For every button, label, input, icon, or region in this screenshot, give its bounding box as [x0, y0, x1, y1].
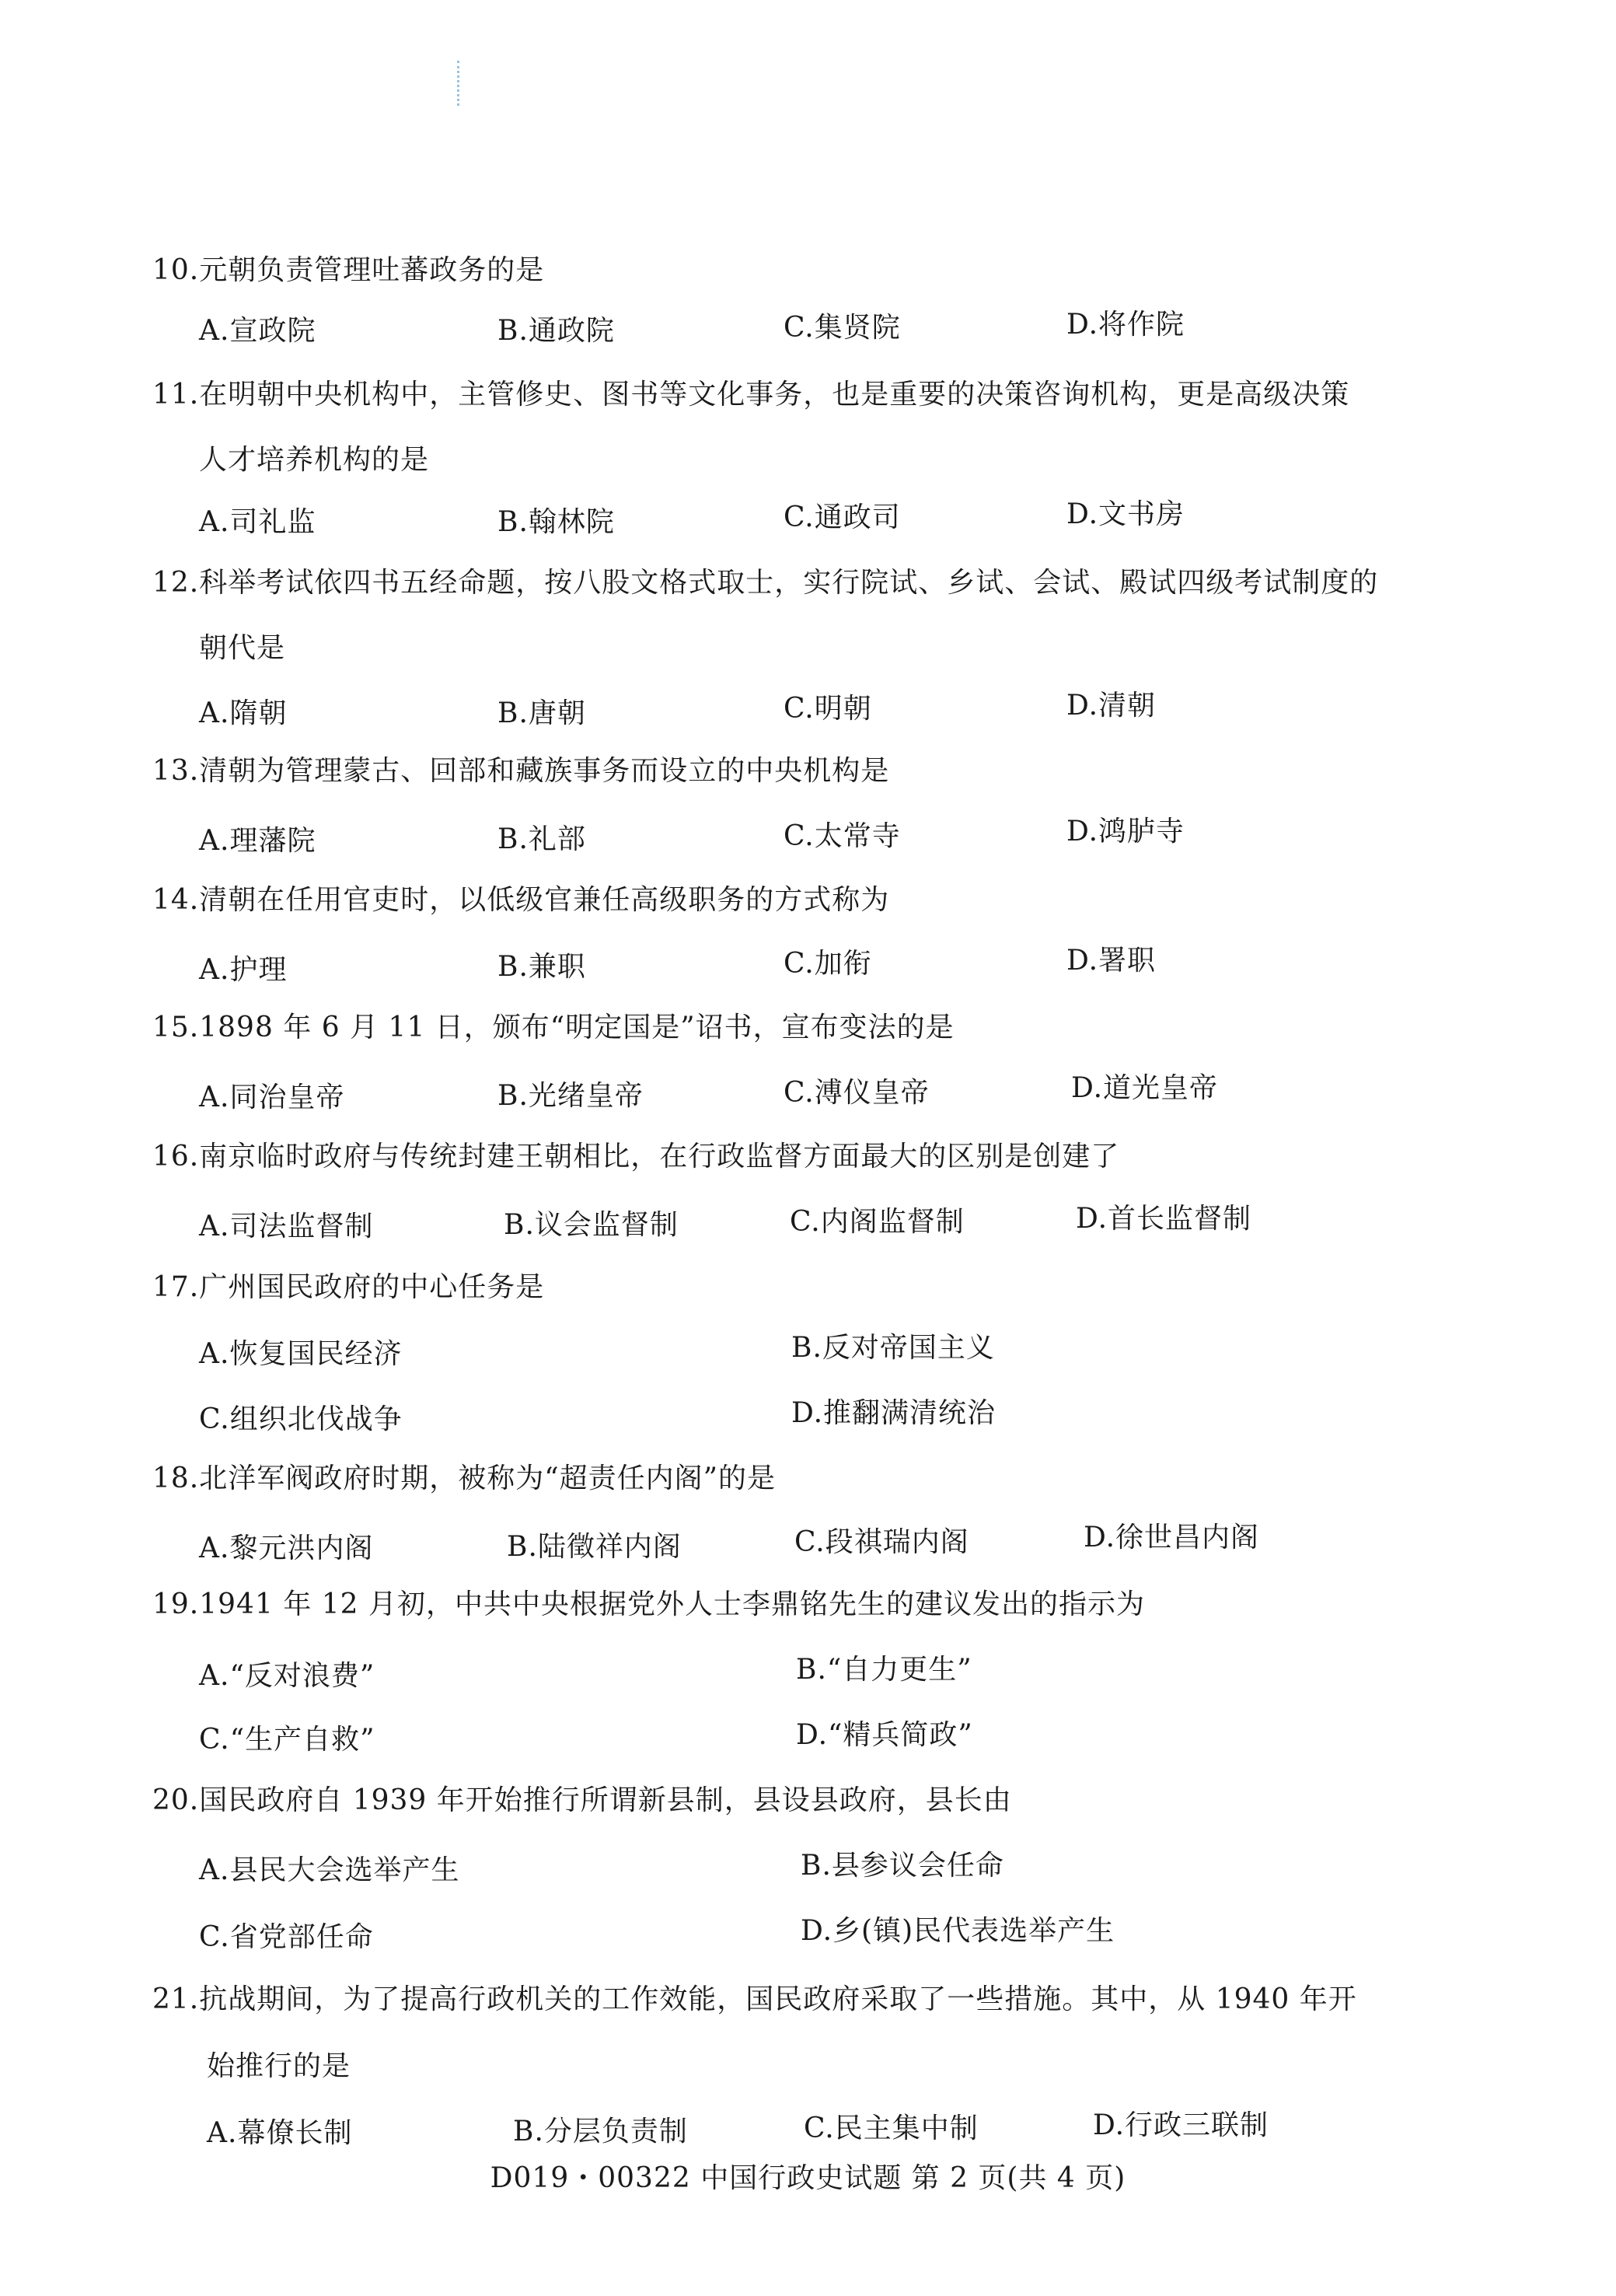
- q12-option-a: A.隋朝: [199, 697, 288, 729]
- q11-option-c: C.通政司: [784, 501, 901, 533]
- q14-option-d: D.署职: [1066, 945, 1157, 977]
- q10-option-c: C.集贤院: [784, 312, 901, 344]
- q20-option-a: A.县民大会选举产生: [199, 1854, 460, 1886]
- q11-stem-line2: 人才培养机构的是: [199, 444, 430, 476]
- q21-option-d: D.行政三联制: [1093, 2109, 1269, 2141]
- q11-option-d: D.文书房: [1066, 498, 1185, 530]
- q10-option-a: A.宣政院: [199, 315, 316, 347]
- q10-option-d: D.将作院: [1066, 309, 1185, 341]
- q18-option-c: C.段祺瑞内阁: [794, 1526, 969, 1558]
- q15-option-c: C.溥仪皇帝: [784, 1077, 930, 1109]
- q17-option-d: D.推翻满清统治: [791, 1397, 996, 1429]
- q18-option-d: D.徐世昌内阁: [1084, 1522, 1260, 1553]
- q15-option-d: D.道光皇帝: [1071, 1072, 1219, 1104]
- q17-option-c: C.组织北伐战争: [199, 1403, 403, 1435]
- q15-stem: 15.1898 年 6 月 11 日，颁布“明定国是”诏书，宣布变法的是: [152, 1012, 955, 1043]
- q19-stem: 19.1941 年 12 月初，中共中央根据党外人士李鼎铭先生的建议发出的指示为: [152, 1588, 1146, 1620]
- scan-mark: [457, 61, 467, 106]
- q20-stem: 20.国民政府自 1939 年开始推行所谓新县制，县设县政府，县长由: [152, 1784, 1012, 1816]
- q15-option-b: B.光绪皇帝: [497, 1080, 644, 1112]
- q21-option-a: A.幕僚长制: [207, 2117, 353, 2149]
- q12-option-c: C.明朝: [784, 693, 872, 725]
- q21-option-b: B.分层负责制: [513, 2116, 688, 2147]
- q10-option-b: B.通政院: [497, 315, 615, 347]
- q16-option-c: C.内阁监督制: [790, 1206, 965, 1238]
- q21-option-c: C.民主集中制: [804, 2113, 979, 2144]
- q13-option-b: B.礼部: [497, 823, 586, 855]
- q14-option-b: B.兼职: [497, 951, 586, 983]
- q14-stem: 14.清朝在任用官吏时，以低级官兼任高级职务的方式称为: [152, 884, 890, 916]
- q17-stem: 17.广州国民政府的中心任务是: [152, 1271, 545, 1303]
- q13-stem: 13.清朝为管理蒙古、回部和藏族事务而设立的中央机构是: [152, 755, 890, 787]
- q12-stem-line1: 12.科举考试依四书五经命题，按八股文格式取士，实行院试、乡试、会试、殿试四级考试制度的: [152, 567, 1379, 599]
- q12-option-d: D.清朝: [1066, 690, 1157, 722]
- q19-option-b: B.“自力更生”: [796, 1654, 972, 1686]
- q19-option-d: D.“精兵简政”: [796, 1719, 973, 1751]
- q20-option-d: D.乡(镇)民代表选举产生: [801, 1915, 1115, 1947]
- q21-stem-line2: 始推行的是: [207, 2050, 351, 2082]
- page-footer: D019・00322 中国行政史试题 第 2 页(共 4 页): [490, 2162, 1126, 2194]
- q11-option-b: B.翰林院: [497, 506, 615, 538]
- q20-option-c: C.省党部任命: [199, 1921, 374, 1953]
- q18-option-b: B.陆徵祥内阁: [507, 1531, 682, 1563]
- q16-option-a: A.司法监督制: [199, 1211, 374, 1242]
- q19-option-c: C.“生产自救”: [199, 1724, 375, 1756]
- q16-stem: 16.南京临时政府与传统封建王朝相比，在行政监督方面最大的区别是创建了: [152, 1141, 1120, 1172]
- q18-stem: 18.北洋军阀政府时期，被称为“超责任内阁”的是: [152, 1463, 777, 1494]
- q17-option-b: B.反对帝国主义: [791, 1332, 995, 1364]
- q12-stem-line2: 朝代是: [199, 632, 286, 664]
- q17-option-a: A.恢复国民经济: [199, 1338, 403, 1370]
- q12-option-b: B.唐朝: [497, 697, 586, 729]
- q11-option-a: A.司礼监: [199, 506, 316, 538]
- q13-option-a: A.理藩院: [199, 825, 316, 857]
- q20-option-b: B.县参议会任命: [801, 1850, 1004, 1882]
- q21-stem-line1: 21.抗战期间，为了提高行政机关的工作效能，国民政府采取了一些措施。其中，从 1940 年开: [152, 1983, 1357, 2015]
- q13-option-d: D.鸿胪寺: [1066, 816, 1185, 847]
- q19-option-a: A.“反对浪费”: [199, 1660, 375, 1692]
- q13-option-c: C.太常寺: [784, 820, 901, 852]
- q10-stem: 10.元朝负责管理吐蕃政务的是: [152, 254, 545, 286]
- q18-option-a: A.黎元洪内阁: [199, 1532, 374, 1564]
- q15-option-a: A.同治皇帝: [199, 1082, 345, 1113]
- q11-stem-line1: 11.在明朝中央机构中，主管修史、图书等文化事务，也是重要的决策咨询机构，更是高级决策: [152, 379, 1350, 411]
- q14-option-c: C.加衔: [784, 948, 872, 980]
- q16-option-d: D.首长监督制: [1076, 1203, 1252, 1235]
- q16-option-b: B.议会监督制: [504, 1209, 679, 1241]
- q14-option-a: A.护理: [199, 954, 288, 986]
